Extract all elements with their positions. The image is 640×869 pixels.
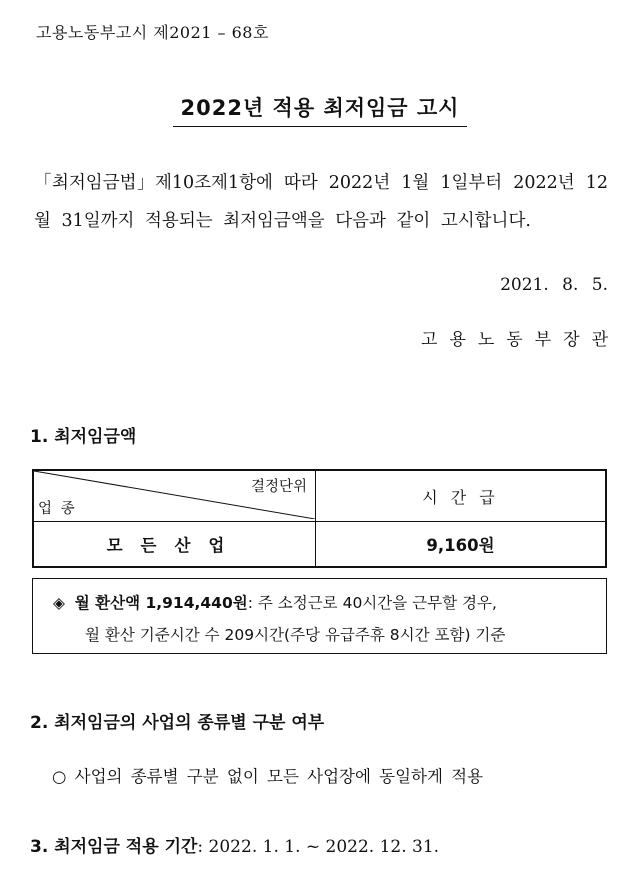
section-3-period: : 2022. 1. 1. ~ 2022. 12. 31.: [197, 837, 440, 857]
note-line-1: [53, 591, 497, 613]
section-2-bullet: ○ 사업의 종류별 구분 없이 모든 사업장에 동일하게 적용: [52, 767, 484, 786]
monthly-conversion-note: [32, 578, 607, 654]
diag-top-label: 결정단위: [250, 479, 307, 495]
document-number: 고용노동부고시 제2021 – 68호: [36, 23, 269, 42]
page-title-wrapper: [0, 92, 640, 127]
section-3-line: [30, 832, 439, 857]
monthly-amount-label: 월 환산액 1,914,440원: [74, 594, 248, 612]
wage-cell: 9,160원: [316, 522, 607, 568]
section-3-heading: 3. 최저임금 적용 기간: [30, 837, 198, 857]
diag-bottom-label: 업 종: [38, 501, 77, 517]
note-line-1-rest: : 주 소정근로 40시간을 근무할 경우,: [247, 594, 497, 612]
issuer-minister: 고용노동부장관: [421, 330, 620, 350]
diagonal-header-cell: [33, 470, 316, 522]
intro-paragraph: 「최저임금법」제10조제1항에 따라 2022년 1월 1일부터 2022년 12월 31일까지 적용되는 최저임금액을 다음과 같이 고시합니다.: [34, 173, 608, 231]
section-2-heading: 2. 최저임금의 사업의 종류별 구분 여부: [30, 713, 325, 733]
table-header-row: [33, 470, 606, 522]
section-1-heading: 1. 최저임금액: [30, 427, 137, 447]
page-title: 2022년 적용 최저임금 고시: [173, 92, 468, 127]
table-row: [33, 522, 606, 568]
industry-label: 모든산업: [106, 536, 243, 555]
industry-cell: [33, 522, 316, 568]
issue-date: 2021. 8. 5.: [500, 275, 608, 295]
hourly-wage-header: 시 간 급: [316, 470, 607, 522]
minimum-wage-table: [32, 469, 607, 568]
diamond-bullet-icon: ◈: [53, 594, 65, 612]
note-line-2: 월 환산 기준시간 수 209시간(주당 유급주휴 8시간 포함) 기준: [85, 626, 506, 644]
